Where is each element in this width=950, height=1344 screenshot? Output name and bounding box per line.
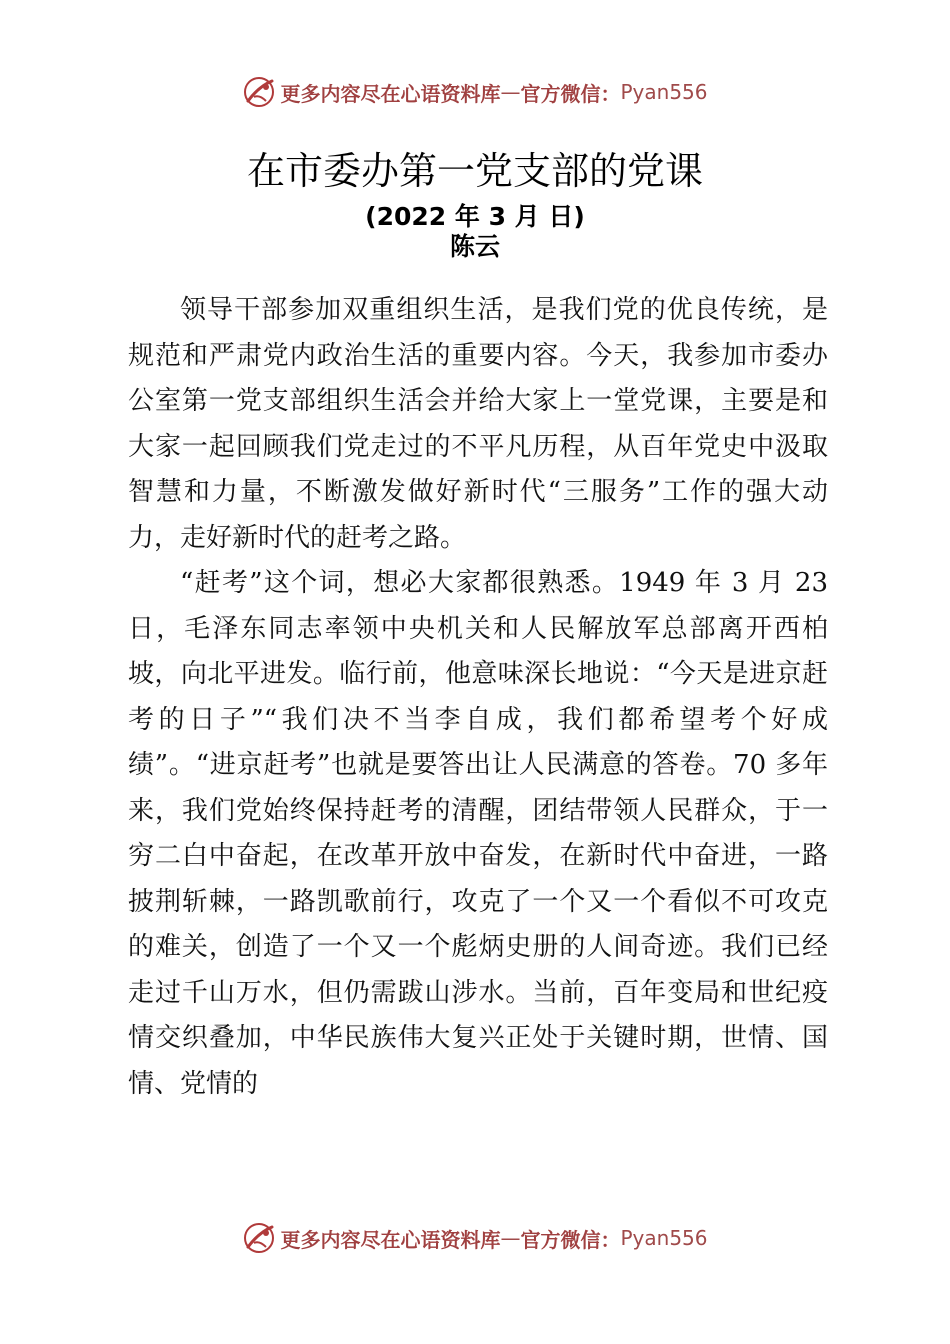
- library-logo-icon: [242, 75, 276, 109]
- footer-banner: [0, 1218, 950, 1258]
- banner-separator: —: [500, 1226, 521, 1250]
- banner-contact-id: Pyan556: [620, 80, 708, 104]
- header-banner: [0, 72, 950, 112]
- document-title: 在市委办第一党支部的党课: [246, 149, 703, 193]
- document-body: [128, 288, 828, 1107]
- banner-site-name: 更多内容尽在心语资料库: [280, 81, 501, 106]
- banner-contact-label: 官方微信：: [520, 81, 621, 106]
- banner-separator: —: [500, 80, 521, 104]
- paragraph: “赶考”这个词，想必大家都很熟悉。1949 年 3 月 23 日，毛泽东同志率领中央机关和人民解放军总部离开西柏坡，向北平进发。临行前，他意味深长地说：“今天是进京赶考的日子”“我们决不当李自成，我们都希望考个好成绩”。“进京赶考”也就是要答出让人民满意的答卷。70 多年来，我们党始终保持赶考的清醒，团结带领人民群众，于一穷二白中奋起，在改革开放中奋发，在新时代中奋进，一路披荆斩棘，一路凯歌前行，攻克了一个又一个看似不可攻克的难关，创造了一个又一个彪炳史册的人间奇迹。我们已经走过千山万水，但仍需跋山涉水。当前，百年变局和世纪疫情交织叠加，中华民族伟大复兴正处于关键时期，世情、国情、党情的: [128, 568, 828, 1099]
- library-logo-icon: [242, 1221, 276, 1255]
- banner-site-name: 更多内容尽在心语资料库: [280, 1227, 501, 1252]
- paragraph: 领导干部参加双重组织生活，是我们党的优良传统，是规范和严肃党内政治生活的重要内容。今天，我参加市委办公室第一党支部组织生活会并给大家上一堂党课，主要是和大家一起回顾我们党走过的不平凡历程，从百年党史中汲取智慧和力量，不断激发做好新时代“三服务”工作的强大动力，走好新时代的赶考之路。: [128, 295, 828, 553]
- banner-contact-id: Pyan556: [620, 1226, 708, 1250]
- banner-contact-label: 官方微信：: [520, 1227, 621, 1252]
- document-author: 陈云: [449, 232, 500, 261]
- document-date: (2022 年 3 月 日): [365, 202, 585, 231]
